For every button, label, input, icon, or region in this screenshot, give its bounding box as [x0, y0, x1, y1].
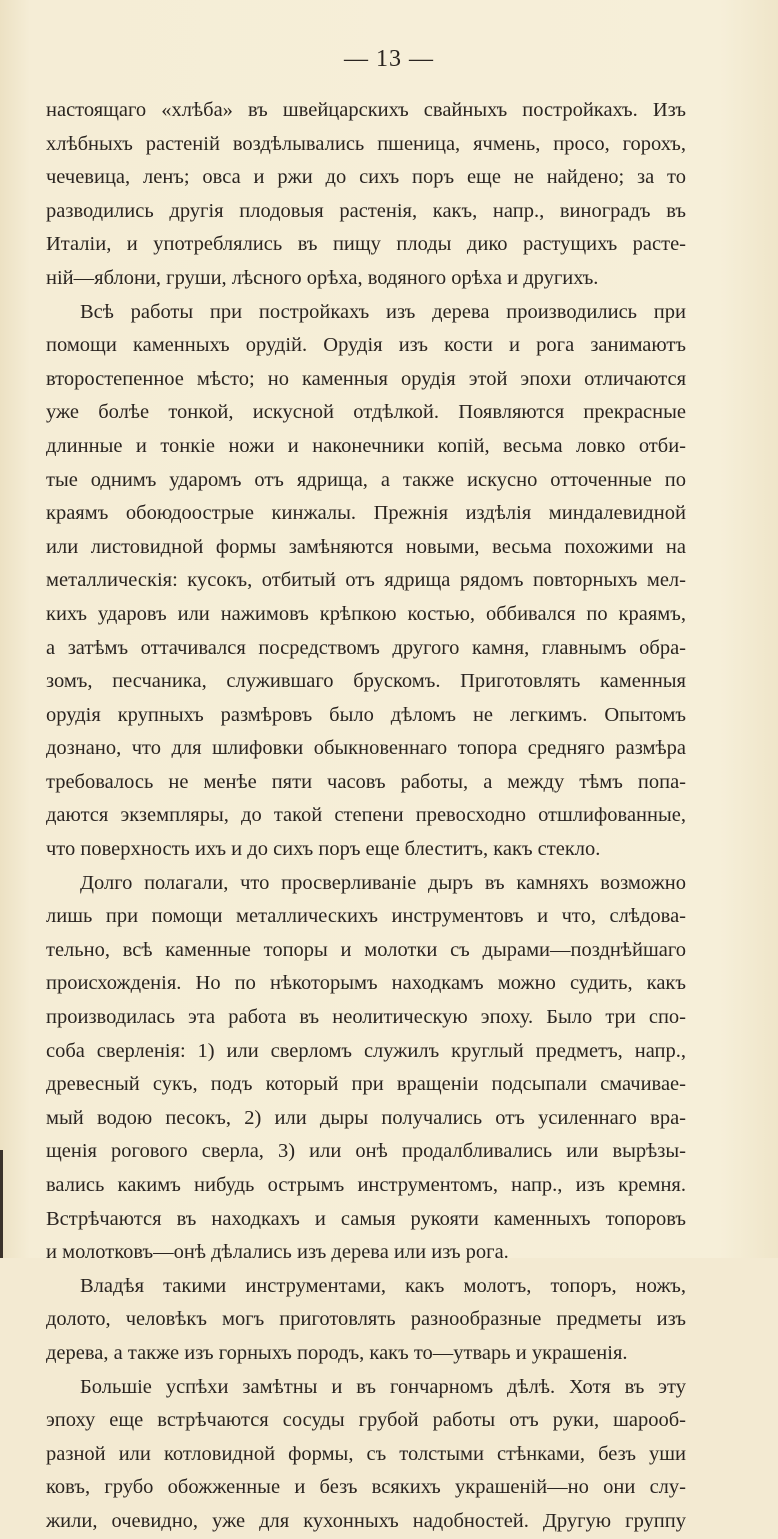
text-line: Владѣя такими инструментами, какъ молотъ, топоръ, ножъ,: [80, 1274, 686, 1297]
text-line: ковъ, грубо обожженные и безъ всякихъ украшенiй—но они слу-: [46, 1476, 686, 1499]
text-line: краямъ обоюдоострые кинжалы. Прежнiя издѣлiя миндалевидной: [46, 502, 686, 525]
text-line: или листовидной формы замѣняются новыми, весьма похожими на: [46, 535, 686, 558]
text-line: соба сверленiя: 1) или сверломъ служилъ круглый предметъ, напр.,: [46, 1039, 686, 1062]
text-line: кихъ ударовъ или нажимовъ крѣпкою костью, оббивался по краямъ,: [46, 602, 686, 625]
text-line: Всѣ работы при постройкахъ изъ дерева производились при: [80, 300, 686, 323]
text-line: настоящаго «хлѣба» въ швейцарскихъ свайныхъ постройкахъ. Изъ: [46, 99, 686, 121]
text-line: хлѣбныхъ растенiй воздѣлывались пшеница, ячмень, просо, горохъ,: [46, 132, 686, 155]
text-line: Италiи, и употреблялись въ пищу плоды дико растущихъ расте-: [46, 233, 686, 256]
text-line: уже болѣе тонкой, искусной отдѣлкой. Появляются прекрасные: [46, 401, 686, 424]
text-line: и молотковъ—онѣ дѣлались изъ дерева или изъ рога.: [46, 1241, 509, 1264]
text-line: зомъ, песчаника, служившаго брускомъ. Приготовлять каменныя: [46, 670, 686, 693]
text-line: длинные и тонкiе ножи и наконечники копiй, весьма ловко отби-: [46, 434, 686, 457]
text-line: дознано, что для шлифовки обыкновеннаго топора средняго размѣра: [46, 737, 686, 760]
text-line: помощи каменныхъ орудiй. Орудiя изъ кости и рога занимаютъ: [46, 334, 686, 357]
text-line: долото, человѣкъ могъ приготовлять разнообразные предметы изъ: [46, 1308, 686, 1331]
text-line: Встрѣчаются въ находкахъ и самыя рукояти каменныхъ топоровъ: [46, 1207, 686, 1230]
text-line: происхожденiя. Но по нѣкоторымъ находкамъ можно судить, какъ: [46, 972, 686, 995]
text-line: дерева, а также изъ горныхъ породъ, какъ то—утварь и украшенiя.: [46, 1341, 628, 1364]
text-line: лишь при помощи металлическихъ инструментовъ и что, слѣдова-: [46, 905, 686, 928]
text-line: разводились другiя плодовыя растенiя, какъ, напр., виноградъ въ: [46, 199, 686, 222]
text-line: орудiя крупныхъ размѣровъ было дѣломъ не легкимъ. Опытомъ: [46, 703, 686, 726]
text-line: древесный сукъ, подъ который при вращенiи подсыпали смачивае-: [46, 1073, 686, 1096]
text-line: Большiе успѣхи замѣтны и въ гончарномъ дѣлѣ. Хотя въ эту: [80, 1375, 686, 1398]
text-line: Долго полагали, что просверливанiе дыръ въ камняхъ возможно: [80, 871, 686, 894]
text-line: нiй—яблони, груши, лѣсного орѣха, водяного орѣха и другихъ.: [46, 266, 599, 289]
text-line: даются экземпляры, до такой степени превосходно отшлифованные,: [46, 804, 686, 827]
body-text: [46, 94, 686, 1539]
text-line: вались какимъ нибудь острымъ инструментомъ, напр., изъ кремня.: [46, 1174, 686, 1196]
text-line: чечевица, ленъ; овса и ржи до сихъ поръ еще не найдено; за то: [46, 166, 686, 189]
text-line: второстепенное мѣсто; но каменныя орудiя этой эпохи отличаются: [46, 367, 686, 390]
text-line: разной или котловидной формы, съ толстыми стѣнками, безъ уши: [46, 1442, 686, 1465]
text-line: а затѣмъ оттачивался посредствомъ другого камня, главнымъ обра-: [46, 636, 686, 659]
page-number: — 13 —: [344, 46, 434, 72]
text-line: требовалось не менѣе пяти часовъ работы, а между тѣмъ попа-: [46, 770, 686, 793]
text-line: тельно, всѣ каменные топоры и молотки съ дырами—позднѣйшаго: [46, 938, 686, 961]
text-line: мый водою песокъ, 2) или дыры получались отъ усиленнаго вра-: [46, 1106, 686, 1129]
text-line: эпоху еще встрѣчаются сосуды грубой работы отъ руки, шарооб-: [46, 1409, 686, 1432]
text-line: производилась эта работа въ неолитическую эпоху. Было три спо-: [46, 1006, 686, 1029]
text-line: тые однимъ ударомъ отъ ядрища, а также искусно отточенные по: [46, 468, 686, 491]
text-line: металлическiя: кусокъ, отбитый отъ ядрища рядомъ повторныхъ мел-: [46, 569, 686, 592]
text-line: что поверхность ихъ и до сихъ поръ еще блеститъ, какъ стекло.: [46, 838, 601, 861]
text-line: жили, очевидно, уже для кухонныхъ надобностей. Другую группу: [46, 1509, 686, 1532]
text-line: щенiя рогового сверла, 3) или онѣ продалбливались или вырѣзы-: [46, 1140, 686, 1163]
binding-edge-mark: [0, 1150, 3, 1258]
